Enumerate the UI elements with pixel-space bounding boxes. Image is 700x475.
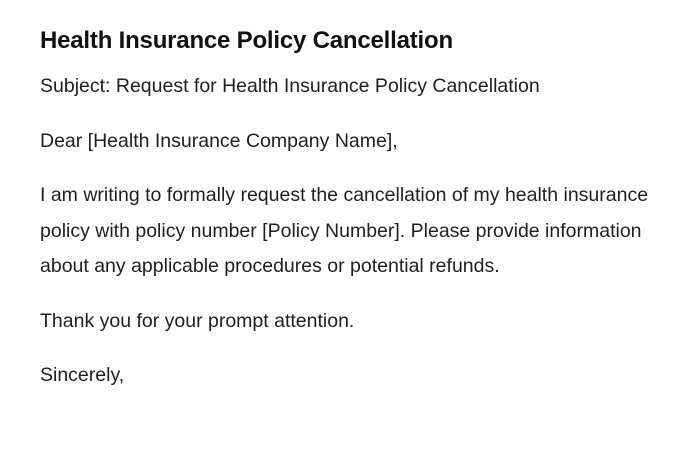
salutation: Dear [Health Insurance Company Name], — [40, 129, 398, 152]
body-paragraph: I am writing to formally request the cancellation of my health insurance policy with policy number [Policy Number]. Please provide information about any applicable procedures or potential refunds. — [40, 184, 649, 277]
subject-line: Subject: Request for Health Insurance Policy Cancellation — [40, 75, 540, 97]
closing-line: Sincerely, — [40, 364, 125, 386]
thanks-line: Thank you for your prompt attention. — [40, 309, 355, 332]
document-title: Health Insurance Policy Cancellation — [40, 27, 453, 54]
